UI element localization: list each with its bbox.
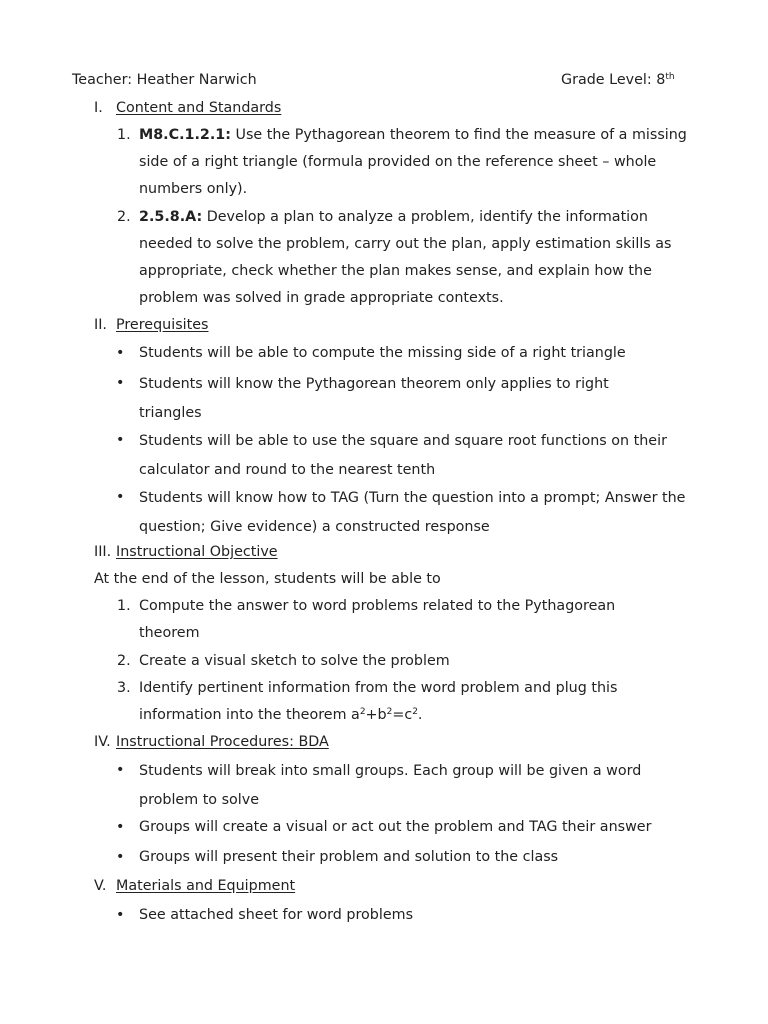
objective-1-number: 1. [117, 598, 131, 614]
prereq-item-3: Students will be able to use the square and square root functions on their calculator and round to the nearest tenth [139, 433, 667, 478]
formula-part-c: =c [392, 707, 413, 723]
standard-2-code: 2.5.8.A: [139, 209, 203, 225]
section-5-numeral: V. [94, 878, 107, 894]
procedure-item-1: Students will break into small groups. Each group will be given a word problem to solve [139, 763, 642, 808]
section-1-numeral: I. [94, 100, 103, 116]
formula-sup-a: 2 [359, 707, 366, 717]
formula-period: . [417, 707, 423, 723]
section-4-numeral: IV. [94, 734, 111, 750]
grade-level-line [561, 72, 675, 88]
objective-3-text: Identify pertinent information from the word problem and plug this information into the theorem a [139, 680, 618, 723]
standard-2-number: 2. [117, 209, 131, 225]
procedure-item-2: Groups will create a visual or act out the problem and TAG their answer [139, 819, 652, 835]
material-item-1: See attached sheet for word problems [139, 907, 414, 923]
section-4-title: Instructional Procedures: BDA [116, 734, 329, 750]
standard-2-text: Develop a plan to analyze a problem, identify the information needed to solve the problem, carry out the plan, apply estimation skills as appropriate, check whether the plan makes sense, and explain how the problem was solved in grade appropriate contexts. [139, 209, 672, 306]
teacher-line: Teacher: Heather Narwich [72, 72, 257, 88]
grade-level-superscript: th [665, 72, 675, 82]
prereq-item-4: Students will know how to TAG (Turn the question into a prompt; Answer the question; Give evidence) a constructed response [139, 490, 686, 535]
standard-1-number: 1. [117, 127, 131, 143]
prereq-item-2: Students will know the Pythagorean theorem only applies to right triangles [139, 376, 609, 421]
standard-1-code: M8.C.1.2.1: [139, 127, 231, 143]
prereq-item-1: Students will be able to compute the missing side of a right triangle [139, 345, 626, 361]
objective-intro: At the end of the lesson, students will be able to [94, 571, 441, 587]
formula-sup-c: 2 [412, 707, 418, 717]
section-2-numeral: II. [94, 317, 107, 333]
standard-1-text: Use the Pythagorean theorem to find the measure of a missing side of a right triangle (formula provided on the reference sheet – whole numbers only). [139, 127, 687, 197]
procedure-3-bullet: • [116, 849, 125, 865]
objective-item-3 [139, 675, 659, 729]
objective-3-number: 3. [117, 680, 131, 696]
procedure-2-bullet: • [116, 819, 125, 835]
procedure-1-bullet: • [116, 762, 125, 778]
prereq-3-bullet: • [116, 432, 125, 448]
prereq-2-bullet: • [116, 375, 125, 391]
prereq-1-bullet: • [116, 345, 125, 361]
prereq-4-bullet: • [116, 489, 125, 505]
standard-2 [139, 204, 687, 312]
standard-1 [139, 122, 687, 203]
material-1-bullet: • [116, 907, 125, 923]
section-3-title: Instructional Objective [116, 544, 278, 560]
objective-2-number: 2. [117, 653, 131, 669]
section-5-title: Materials and Equipment [116, 878, 296, 894]
section-2-title: Prerequisites [116, 317, 209, 333]
procedure-item-3: Groups will present their problem and solution to the class [139, 849, 559, 865]
section-3-numeral: III. [94, 544, 112, 560]
formula-sup-b: 2 [386, 707, 393, 717]
objective-item-2: Create a visual sketch to solve the problem [139, 653, 450, 669]
formula-part-b: +b [365, 707, 387, 723]
objective-item-1: Compute the answer to word problems related to the Pythagorean theorem [139, 598, 616, 641]
section-1-title: Content and Standards [116, 100, 282, 116]
grade-level-text: Grade Level: 8 [561, 72, 666, 88]
